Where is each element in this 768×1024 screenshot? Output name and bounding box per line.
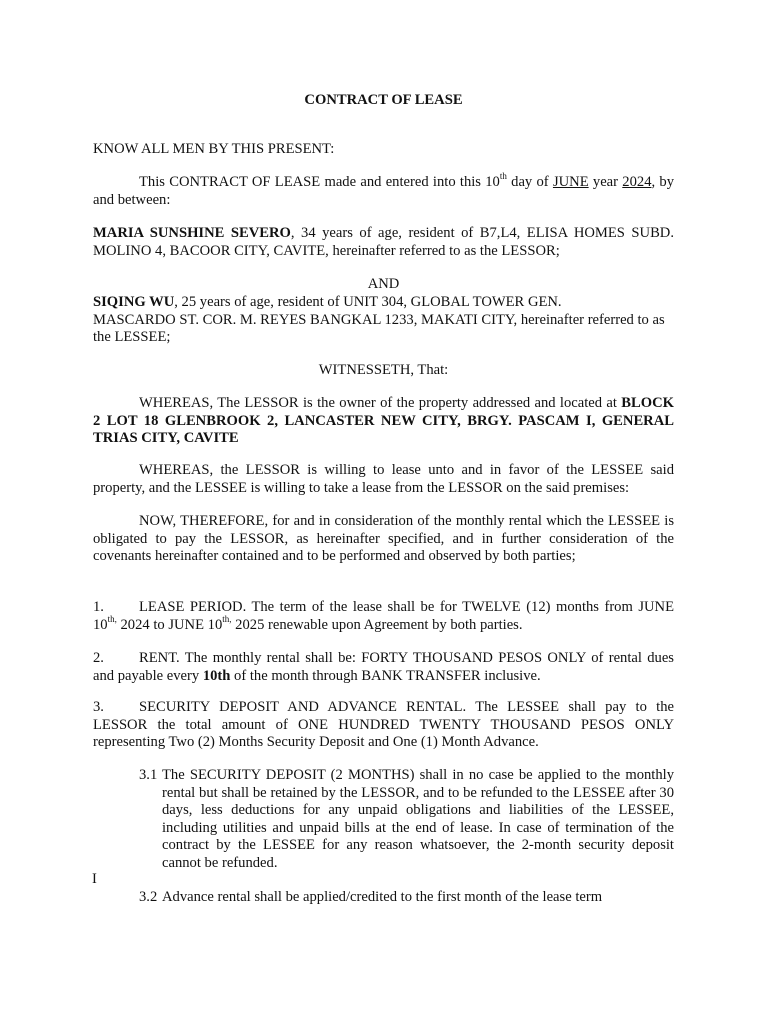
- witnesseth-heading: WITNESSETH, That:: [318, 362, 449, 378]
- lessee-details-2: MASCARDO ST. COR. M. REYES BANGKAL 1233, MAKATI CITY, hereinafter referred to as the LESSEE;: [93, 311, 665, 345]
- clause-2-text-1: RENT. The monthly rental shall be: FORTY THOUSAND PESOS ONLY of rental dues and payable every: [93, 650, 674, 684]
- clause-3-number: 3.: [93, 699, 104, 715]
- clause-2-due-day: 10th: [202, 667, 231, 684]
- lessee-details-1: , 25 years of age, resident of UNIT 304, GLOBAL TOWER GEN.: [174, 294, 562, 310]
- intro-sup: th: [499, 171, 507, 182]
- clause-3-1: [139, 767, 674, 872]
- intro-year: 2024: [622, 174, 652, 190]
- clause-lease-period: [93, 599, 674, 634]
- clause-1-text-2: 2024 to JUNE 10: [116, 616, 223, 633]
- clause-3-2: [139, 889, 674, 907]
- intro-paragraph: [93, 171, 675, 209]
- whereas-owner-text: WHEREAS, The LESSOR is the owner of the property addressed and located at: [139, 395, 622, 411]
- intro-month: JUNE: [552, 174, 589, 190]
- clause-rent: [93, 650, 674, 685]
- clause-1-text-1: LEASE PERIOD. The term of the lease shall be for TWELVE (12) months from JUNE 10: [93, 599, 674, 633]
- clause-3-1-number: 3.1: [139, 767, 158, 783]
- intro-text-2: day of: [506, 174, 553, 190]
- clause-3-1-text: The SECURITY DEPOSIT (2 MONTHS) shall in no case be applied to the monthly rental but shall be retained by the LESSOR, and to be refunded to the LESSEE after 30 days, less deductions for any unpaid obligations and liabilities of the LESSEE, including utilities and unpaid bills at the end of lease. In case of termination of the contract by the LESSEE for any reason whatsoever, the 2-month security deposit cannot be refunded.: [162, 767, 674, 871]
- clause-2-number: 2.: [93, 650, 104, 666]
- clause-1-sup-2: th,: [222, 613, 232, 624]
- opening-line: KNOW ALL MEN BY THIS PRESENT:: [93, 141, 335, 157]
- and-separator: AND: [367, 276, 400, 292]
- lessor-name: MARIA SUNSHINE SEVERO: [93, 225, 291, 241]
- property-address: BLOCK 2 LOT 18 GLENBROOK 2, LANCASTER NEW CITY, BRGY. PASCAM I, GENERAL TRIAS CITY, CAVITE: [93, 395, 674, 446]
- stray-mark: I: [92, 871, 97, 887]
- whereas-willing-paragraph: WHEREAS, the LESSOR is willing to lease unto and in favor of the LESSEE said property, and the LESSEE is willing to take a lease from the LESSOR on the said premises:: [93, 462, 674, 496]
- clause-1-text-3: 2025 renewable upon Agreement by both parties.: [231, 616, 523, 633]
- intro-text-3: year: [588, 174, 623, 190]
- clause-3-2-text: Advance rental shall be applied/credited to the first month of the lease term: [162, 889, 603, 905]
- whereas-owner-paragraph: [93, 395, 674, 448]
- intro-text-1: This CONTRACT OF LEASE made and entered into this 10: [139, 174, 500, 190]
- document-title: CONTRACT OF LEASE: [304, 92, 463, 108]
- now-therefore-paragraph: NOW, THEREFORE, for and in consideration of the monthly rental which the LESSEE is obligated to pay the LESSOR, as hereinafter specified, and in further consideration of the covenants hereinafter contained and to be performed and observed by both parties;: [93, 513, 674, 564]
- clause-1-sup-1: th,: [107, 613, 117, 624]
- clause-3-2-number: 3.2: [139, 889, 158, 905]
- clause-security-deposit: [93, 699, 674, 752]
- lessor-paragraph: [93, 225, 674, 260]
- clause-2-text-2: of the month through BANK TRANSFER inclusive.: [230, 667, 541, 684]
- clause-1-number: 1.: [93, 599, 104, 615]
- clause-3-text: SECURITY DEPOSIT AND ADVANCE RENTAL. The LESSEE shall pay to the LESSOR the total amount of ONE HUNDRED TWENTY THOUSAND PESOS ONLY representing Two (2) Months Security Deposit and One (1) Month Advance.: [93, 699, 674, 750]
- lessee-paragraph: [93, 294, 674, 347]
- lessor-details: , 34 years of age, resident of B7,L4, ELISA HOMES SUBD. MOLINO 4, BACOOR CITY, CAVITE, hereinafter referred to as the LESSOR;: [93, 225, 674, 259]
- intro-text-4: , by and between:: [93, 174, 675, 208]
- lessee-name: SIQING WU: [93, 294, 175, 310]
